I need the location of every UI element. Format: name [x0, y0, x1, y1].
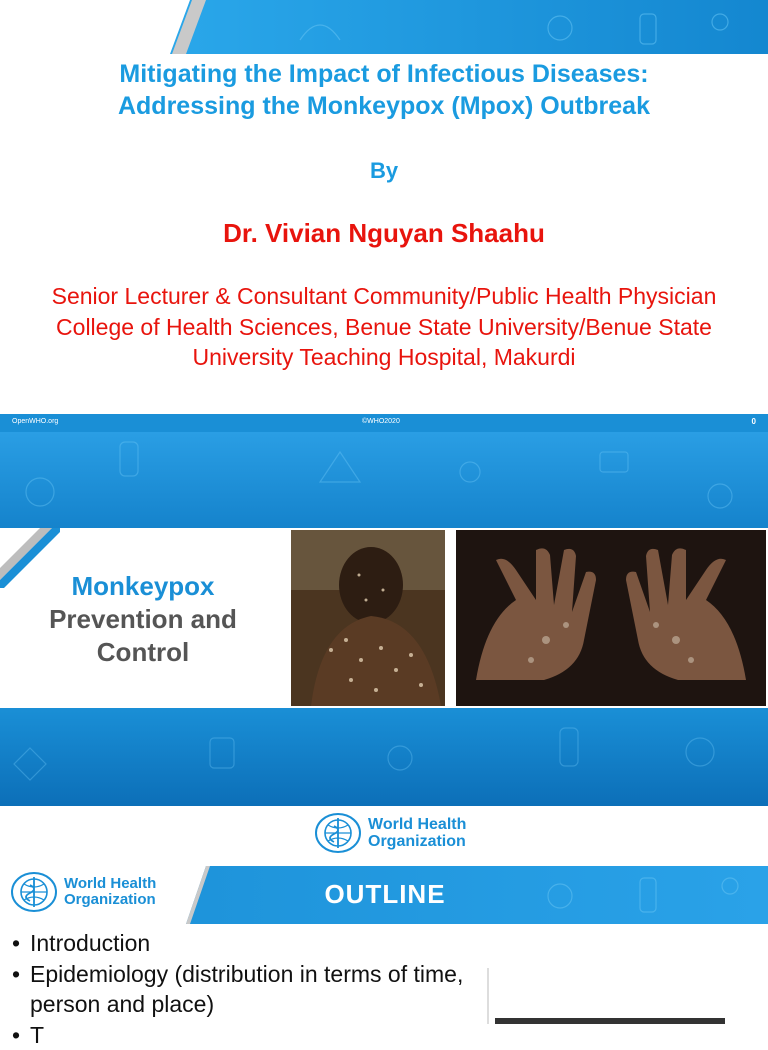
- who-emblem-icon: [10, 871, 58, 913]
- divider: [487, 968, 489, 1024]
- list-item: • Epidemiology (distribution in terms of time, person and place): [10, 959, 480, 1020]
- slide-footer: [0, 414, 768, 432]
- subtitle-line-1: Prevention and: [49, 604, 237, 634]
- author-name: Dr. Vivian Nguyan Shaahu: [223, 218, 545, 248]
- section-kicker: Monkeypox: [71, 571, 215, 601]
- medical-pattern-icon: [0, 432, 768, 528]
- title-line-1: Mitigating the Impact of Infectious Diseases:: [119, 60, 649, 88]
- who-logo: [10, 871, 156, 913]
- list-item: • Introduction: [10, 928, 480, 959]
- affiliation-line-2: College of Health Sciences, Benue State University/Benue State: [56, 313, 712, 340]
- top-decorative-band: [0, 0, 768, 54]
- who-logo-line-2: Organization: [64, 891, 156, 908]
- slide-outline: [0, 864, 768, 1048]
- who-logo-line-1: World Health: [64, 875, 157, 892]
- affiliation-line-3: University Teaching Hospital, Makurdi: [192, 344, 576, 370]
- child-rash-photo: [289, 528, 447, 708]
- outline-photo: [495, 1018, 725, 1024]
- author-affiliation: [6, 281, 762, 373]
- who-emblem-icon: [314, 812, 362, 854]
- outline-list: [10, 928, 480, 1050]
- footer-copyright: ©WHO2020: [362, 418, 400, 425]
- footer-site: OpenWHO.org: [12, 418, 59, 425]
- by-label: By: [369, 158, 399, 183]
- who-logo: [314, 812, 466, 854]
- medical-pattern-icon: [0, 708, 768, 806]
- subtitle-line-2: Control: [96, 637, 190, 667]
- section-subtitle: [0, 603, 286, 669]
- top-blue-band: [0, 432, 768, 528]
- who-logo-line-2: Organization: [368, 833, 466, 850]
- list-item: • T: [10, 1020, 480, 1050]
- affiliation-line-1: Senior Lecturer & Consultant Community/Public Health Physician: [51, 283, 717, 309]
- slide-title: [0, 0, 768, 432]
- who-logo-line-1: World Health: [368, 816, 467, 833]
- slide-cover: [0, 432, 768, 864]
- presentation-title: [20, 58, 748, 122]
- outline-title: OUTLINE: [324, 879, 446, 909]
- bottom-blue-band: [0, 708, 768, 806]
- slide-number: 0: [751, 417, 756, 426]
- hands-lesions-photo: [454, 528, 768, 708]
- title-line-2: Addressing the Monkeypox (Mpox) Outbreak: [117, 92, 650, 120]
